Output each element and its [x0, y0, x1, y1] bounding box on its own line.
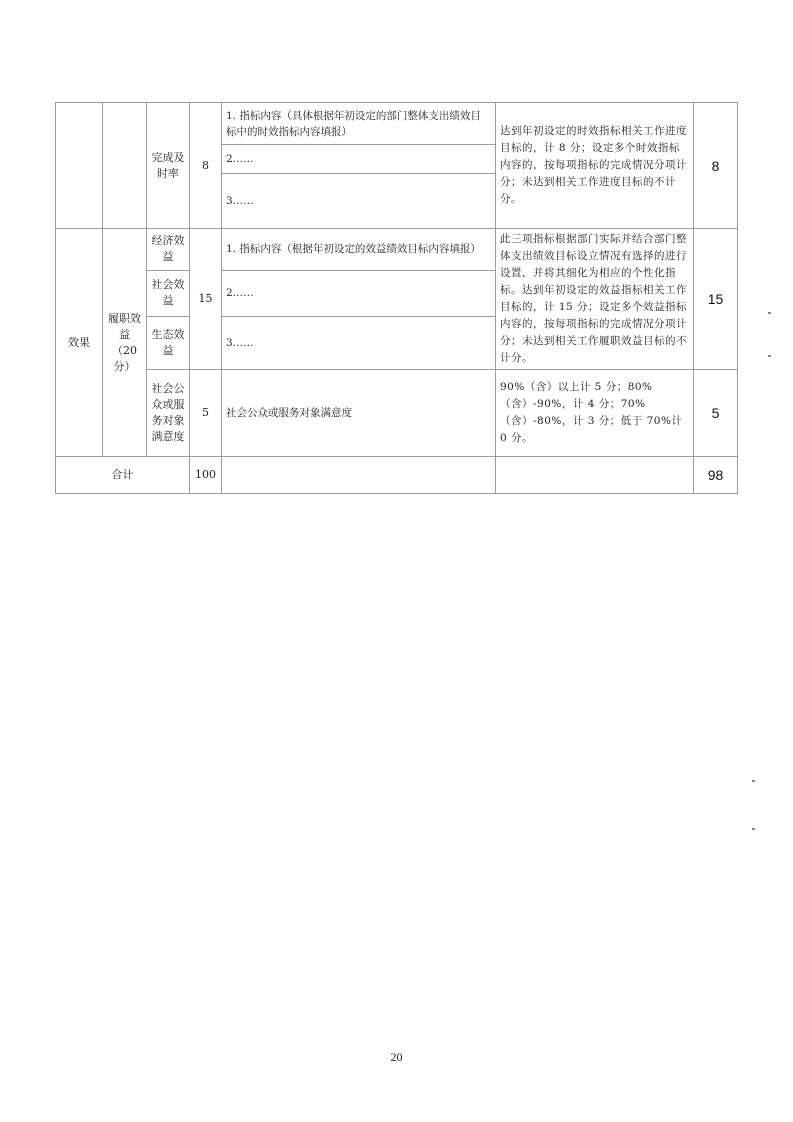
satisfaction-weight: 5: [190, 370, 222, 457]
total-label: 合计: [56, 457, 190, 494]
table-row: [56, 103, 738, 145]
table-row: [56, 457, 738, 494]
score-value: 8: [694, 103, 738, 229]
cell-blank: [496, 457, 694, 494]
table-row: [56, 229, 738, 271]
cell-blank: [222, 457, 496, 494]
timeliness-label: 完成及时率: [147, 103, 190, 229]
scoring-standard: 达到年初设定的时效指标相关工作进度目标的，计 8 分；设定多个时效指标内容的，按每项指标的完成情况分项计分；未达到相关工作进度目标的不计分。: [496, 103, 694, 229]
social-benefit-label: 社会效益: [147, 270, 190, 316]
cell-blank: [56, 103, 103, 229]
performance-table: [55, 102, 738, 494]
benefit-weight: 15: [190, 229, 222, 370]
indicator-item: 3……: [222, 317, 496, 370]
effect-category: 效果: [56, 229, 103, 457]
page-number: 20: [390, 1050, 403, 1064]
scan-mark: [768, 312, 771, 314]
total-score: 98: [694, 457, 738, 494]
indicator-item: 2……: [222, 270, 496, 316]
total-weight: 100: [190, 457, 222, 494]
indicator-item: 1. 指标内容（具体根据年初设定的部门整体支出绩效目标中的时效指标内容填报）: [222, 103, 496, 145]
performance-benefit-label: 履职效益（20分）: [103, 229, 147, 457]
score-value: 5: [694, 370, 738, 457]
table-row: [56, 370, 738, 457]
scan-mark: [752, 780, 755, 782]
timeliness-weight: 8: [190, 103, 222, 229]
score-value: 15: [694, 229, 738, 370]
scoring-standard: 90%（含）以上计 5 分；80%（含）-90%，计 4 分；70%（含）-80%，计 3 分；低于 70%计 0 分。: [496, 370, 694, 457]
economic-benefit-label: 经济效益: [147, 229, 190, 271]
cell-blank: [103, 103, 147, 229]
indicator-item: 1. 指标内容（根据年初设定的效益绩效目标内容填报）: [222, 229, 496, 271]
scan-mark: [752, 828, 755, 830]
satisfaction-indicator: 社会公众或服务对象满意度: [222, 370, 496, 457]
indicator-item: 3……: [222, 174, 496, 229]
scan-mark: [768, 355, 771, 357]
scoring-standard: 此三项指标根据部门实际并结合部门整体支出绩效目标设立情况有选择的进行设置，并将其细化为相应的个性化指标。达到年初设定的效益指标相关工作目标的，计 15 分；设定多个效益指标内容的，按每项指标的完成情况分项计分；未达到相关工作履职效益目标的不计分。: [496, 229, 694, 370]
indicator-item: 2……: [222, 145, 496, 174]
satisfaction-label: 社会公众或服务对象满意度: [147, 370, 190, 457]
ecological-benefit-label: 生态效益: [147, 317, 190, 370]
